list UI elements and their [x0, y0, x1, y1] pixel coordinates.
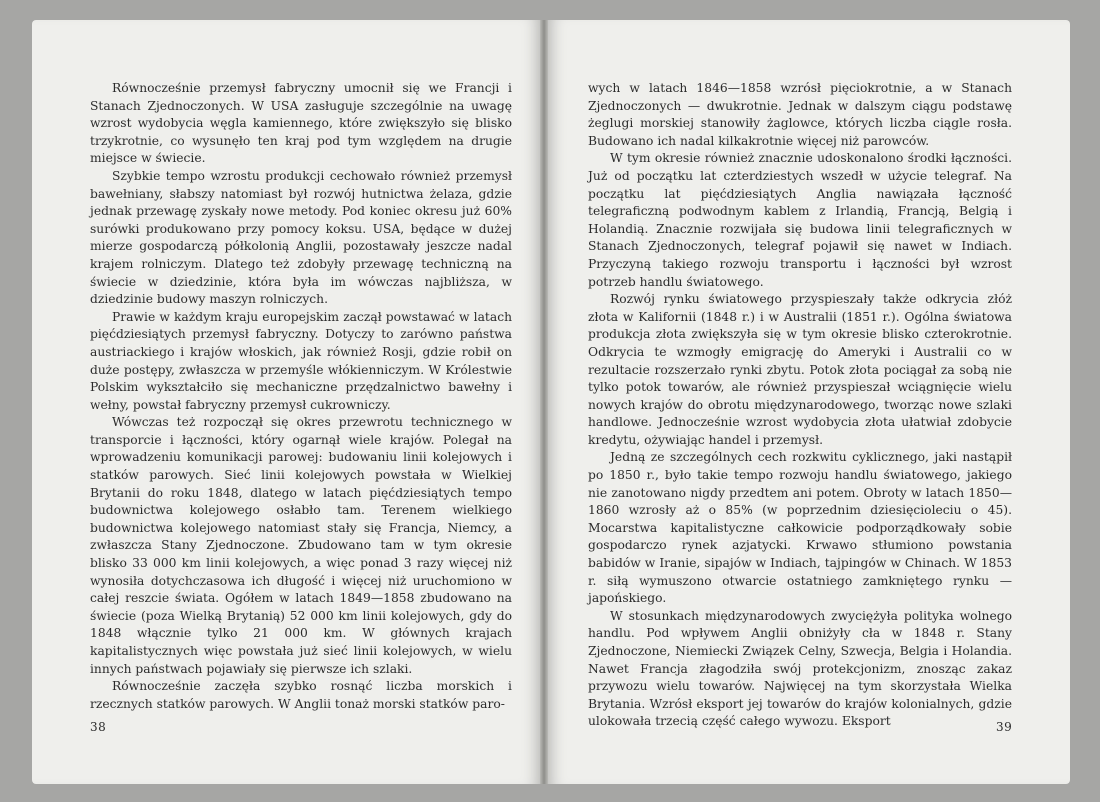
paragraph: Szybkie tempo wzrostu produkcji cechowało również przemysł bawełniany, słabszy natomiast był rozwój hutnictwa żelaza, gdzie jednak przewagę zyskały nowe metody. Pod koniec okresu już 60% surówki produkowano przy pomocy koksu. USA, będące w dużej mierze gospodarczą półkolonią Anglii, pozostawały jeszcze nadal krajem rolniczym. Dlatego też zdobyły przewagę techniczną na świecie w dziedzinie, która była im wówczas najbliższa, w dziedzinie budowy maszyn rolniczych.: [90, 168, 512, 307]
paragraph: W stosunkach międzynarodowych zwyciężyła polityka wolnego handlu. Pod wpływem Anglii obniżyły cła w 1848 r. Stany Zjednoczone, Niemiecki Związek Celny, Szwecja, Belgia i Holandia. Nawet Francja złagodziła swój protekcjonizm, znosząc zakaz przywozu wielu towarów. Najwięcej na tym skorzystała Wielka Brytania. Wzrósł eksport jej towarów do krajów kolonialnych, gdzie ulokowała trzecią część całego wywozu. Eksport: [588, 608, 1012, 729]
page-number-left: 38: [90, 720, 107, 734]
page-number-right: 39: [996, 720, 1013, 734]
right-page-text: [588, 80, 1012, 731]
paragraph: Jedną ze szczególnych cech rozkwitu cyklicznego, jaki nastąpił po 1850 r., było takie tempo rozwoju handlu światowego, jakiego nie zanotowano nigdy przedtem ani potem. Obroty w latach 1850—1860 wzrosły aż o 85% (w poprzednim dziesięcioleciu o 45). Mocarstwa kapitalistyczne całkowicie podporządkowały sobie gospodarczo rynek azjatycki. Krwawo stłumiono powstania babidów w Iranie, sipajów w Indiach, tajpingów w Chinach. W 1853 r. siłą wymuszono otwarcie ostatniego zamkniętego rynku — japońskiego.: [588, 450, 1012, 606]
paragraph: wych w latach 1846—1858 wzrósł pięciokrotnie, a w Stanach Zjednoczonych — dwukrotnie. Jednak w dalszym ciągu podstawę żeglugi morskiej stanowiły żaglowce, których liczba ciągle rosła. Budowano ich nadal kilkakrotnie więcej niż parowców.: [588, 81, 1012, 148]
paragraph: Prawie w każdym kraju europejskim zaczął powstawać w latach pięćdziesiątych przemysł fabryczny. Dotyczy to zarówno państwa austriackiego i krajów włoskich, jak również Rosji, gdzie robił on duże postępy, zwłaszcza w przemyśle włókienniczym. W Królestwie Polskim wykształciło się mechaniczne przędzalnictwo bawełny i wełny, powstał fabryczny przemysł cukrowniczy.: [90, 309, 512, 412]
paragraph: Równocześnie zaczęła szybko rosnąć liczba morskich i rzecznych statków parowych. W Anglii tonaż morski statków paro-: [90, 679, 512, 711]
paragraph: Wówczas też rozpoczął się okres przewrotu technicznego w transporcie i łączności, który ogarnął wiele krajów. Polegał na wprowadzeniu komunikacji parowej: budowaniu linii kolejowych i statków parowych. Sieć linii kolejowych powstała w Wielkiej Brytanii do roku 1848, dlatego w latach pięćdziesiątych tempo budownictwa kolejowego osłabło tam. Terenem wielkiego budownictwa kolejowego natomiast stały się Francja, Niemcy, a zwłaszcza Stany Zjednoczone. Zbudowano tam w tym okresie blisko 33 000 km linii kolejowych, a więc ponad 3 razy więcej niż wynosiła dotychczasowa ich długość i więcej niż uruchomiono w całej reszcie świata. Ogółem w latach 1849—1858 zbudowano na świecie (poza Wielką Brytanią) 52 000 km linii kolejowych, gdy do 1848 włącznie tylko 21 000 km. W głównych krajach kapitalistycznych więc powstała już sieć linii kolejowych, w wielu innych państwach pojawiały się pierwsze ich szlaki.: [90, 415, 512, 676]
paragraph: W tym okresie również znacznie udoskonalono środki łączności. Już od początku lat czterdziestych wszedł w użycie telegraf. Na początku lat pięćdziesiątych Anglia nawiązała łączność telegraficzną podwodnym kablem z Irlandią, Francją, Belgią i Holandią. Znacznie rozwijała się budowa linii telegraficznych w Stanach Zjednoczonych, telegraf pojawił się nawet w Indiach. Przyczyną takiego rozwoju transportu i łączności był wzrost potrzeb handlu światowego.: [588, 151, 1012, 289]
left-page-text: [90, 80, 512, 713]
paragraph: Rozwój rynku światowego przyspieszały także odkrycia złóż złota w Kalifornii (1848 r.) i w Australii (1851 r.). Ogólna światowa produkcja złota zwiększyła się w tym okresie blisko czterokrotnie. Odkrycia te wzmogły emigrację do Ameryki i Australii co w rezultacie rozszerzało rynki zbytu. Potok złota pociągał za sobą nie tylko potok towarów, ale również przyspieszał wciągnięcie wielu nowych krajów do obrotu międzynarodowego, tworząc nowe szlaki handlowe. Jednocześnie wzrost wydobycia złota ułatwiał zdobycie kredytu, ożywiając handel i przemysł.: [588, 292, 1012, 447]
left-page: [32, 20, 540, 784]
paragraph: Równocześnie przemysł fabryczny umocnił się we Francji i Stanach Zjednoczonych. W USA zasługuje szczególnie na uwagę wzrost wydobycia węgla kamiennego, które zwiększyło się blisko trzykrotnie, co wysunęło ten kraj pod tym względem na drugie miejsce w świecie.: [90, 81, 512, 166]
right-page: [548, 20, 1070, 784]
book-gutter: [540, 20, 548, 784]
